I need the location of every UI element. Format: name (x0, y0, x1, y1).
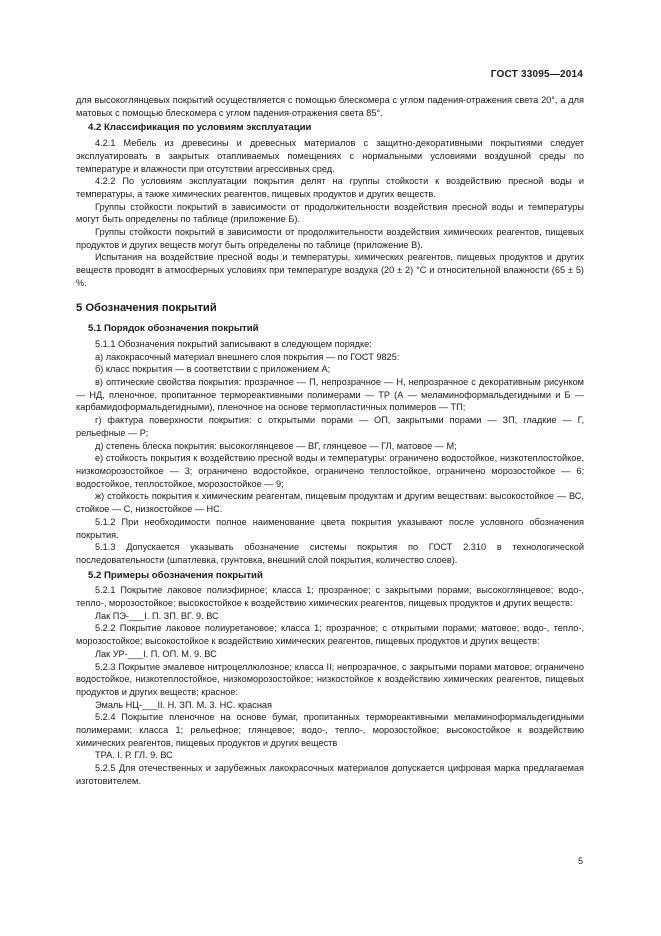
paragraph: Группы стойкости покрытий в зависимости от продолжительности воздействия химических реагентов, пищевых продуктов и других веществ могут быть определены по таблице (приложение В). (76, 227, 584, 250)
paragraph: 5.2.2 Покрытие лаковое полиуретановое; класса 1; прозрачное; с открытыми порами; матовое; водо-, тепло-, морозостойкое; высокостойкое к воздействию химических реагентов, пищевых продуктов и других веществ: (76, 623, 584, 647)
document-body (76, 94, 584, 788)
subsection-heading: 5.2 Примеры обозначения покрытий (88, 569, 263, 581)
paragraph: 5.2.4 Покрытие пленочное на основе бумаг, пропитанных термореактивными меламиноформальдегидными полимерами; класса 1; рельефное; глянцевое; водо-, тепло-, морозостойкое; высокостойкое к воздействию химических реагентов, пищевых продуктов и других веществ (76, 712, 584, 748)
designation-example: ТРА. I. Р. ГЛ. 9. ВС (95, 750, 173, 761)
paragraph: 5.1.2 При необходимости полное наименование цвета покрытия указывают после условного обозначения покрытия. (76, 516, 584, 540)
paragraph: 5.2.1 Покрытие лаковое полиэфирное; класса 1; прозрачное; с закрытыми порами; высокоглянцевое; водо-, тепло-, морозостойкое; высокостойкое к воздействию химических реагентов, пищевых продуктов и других веществ: (76, 585, 584, 609)
paragraph: 5.2.5 Для отечественных и зарубежных лакокрасочных материалов допускается цифровая марка предлагаемая изготовителем. (76, 763, 584, 786)
subsection-heading: 4.2 Классификация по условиям эксплуатации (88, 122, 312, 134)
paragraph: 5.1.1 Обозначения покрытий записывают в следующем порядке: (95, 338, 372, 349)
paragraph: 4.2.1 Мебель из древесины и древесных материалов с защитно-декоративными покрытиями следует эксплуатировать в закрытых отапливаемых помещениях с нормальными условиями воздушной среды по температуре и влажности при отсутствии агрессивных сред. (76, 138, 584, 174)
paragraph: 5.1.3 Допускается указывать обозначение системы покрытия по ГОСТ 2.310 в технологической последовательности (шпатлевка, грунтовка, внешний слой покрытия, количество слоев). (76, 542, 584, 565)
designation-example: Эмаль НЦ-___II. Н. ЗП. М. 3. НС. красная (95, 699, 272, 710)
paragraph: 5.2.3 Покрытие эмалевое нитроцеллюлозное; класса II; непрозрачное, с закрытыми порами матовое; ограничено водостойкое, низкотеплостойкое, низкоморозостойкое; низкостойкое к воздействию химических реагентов, пищевых продуктов и других веществ; красное: (76, 661, 584, 697)
paragraph: ж) стойкость покрытия к химическим реагентам, пищевым продуктам и другим веществам: высокостойкое — ВС, стойкое — С, низкостойкое — НС. (76, 491, 584, 515)
paragraph: д) степень блеска покрытия: высокоглянцевое — ВГ, глянцевое — ГЛ, матовое — М; (95, 440, 457, 451)
paragraph: в) оптические свойства покрытия: прозрачное — П, непрозрачное — Н, непрозрачное с декоративным рисунком — НД, пленочное, пропитанное термореактивными полимерами — ТР (А — меламиноформальдегидными и Б — карбамидоформальдегидными), пленочное на основе термопластичных полимеров — ТП; (76, 377, 584, 413)
designation-example: Лак ПЭ-___I. П. ЗП. ВГ. 9. ВС (95, 610, 219, 621)
paragraph: е) стойкость покрытия к воздействию пресной воды и температуры: ограничено водостойкое, низкотеплостойкое, низкоморозостойкое — 3; ограничено водостойкое, ограничено теплостойкое, ограничено морозостойкое — 6; водостойкое, теплостойкое, морозостойкое — 9; (76, 453, 584, 489)
paragraph: б) класс покрытия — в соответствии с приложением А; (95, 364, 331, 375)
section-heading: 5 Обозначения покрытий (76, 301, 217, 314)
designation-example: Лак УР-___I. П. ОП. М. 9. ВС (95, 648, 217, 659)
paragraph: а) лакокрасочный материал внешнего слоя покрытия — по ГОСТ 9825: (95, 351, 400, 362)
paragraph-continuation: для высокоглянцевых покрытий осуществляется с помощью блескомера с углом падения-отражения света 20°, а для матовых с помощью блескомера с углом падения-отражения света 85°. (76, 95, 584, 118)
paragraph: Группы стойкости покрытий в зависимости от продолжительности воздействия пресной воды и температуры могут быть определены по таблице (приложение Б). (76, 201, 584, 225)
page-number: 5 (577, 856, 583, 866)
document-header: ГОСТ 33095—2014 (490, 69, 583, 80)
subsection-heading: 5.1 Порядок обозначения покрытий (88, 323, 259, 335)
paragraph: г) фактура поверхности покрытия: с открытыми порами — ОП, закрытыми порами — ЗП, гладкие — Г, рельефные — Р; (76, 415, 584, 438)
paragraph: 4.2.2 По условиям эксплуатации покрытия делят на группы стойкости к воздействию пресной воды и температуры, а также химических реагентов, пищевых продуктов и других веществ. (76, 176, 584, 199)
paragraph: Испытания на воздействие пресной воды и температуры, химических реагентов, пищевых продуктов и других веществ проводят в атмосферных условиях при температуре воздуха (20 ± 2) °С и относительной влажности (65 ± 5) %. (76, 252, 584, 288)
